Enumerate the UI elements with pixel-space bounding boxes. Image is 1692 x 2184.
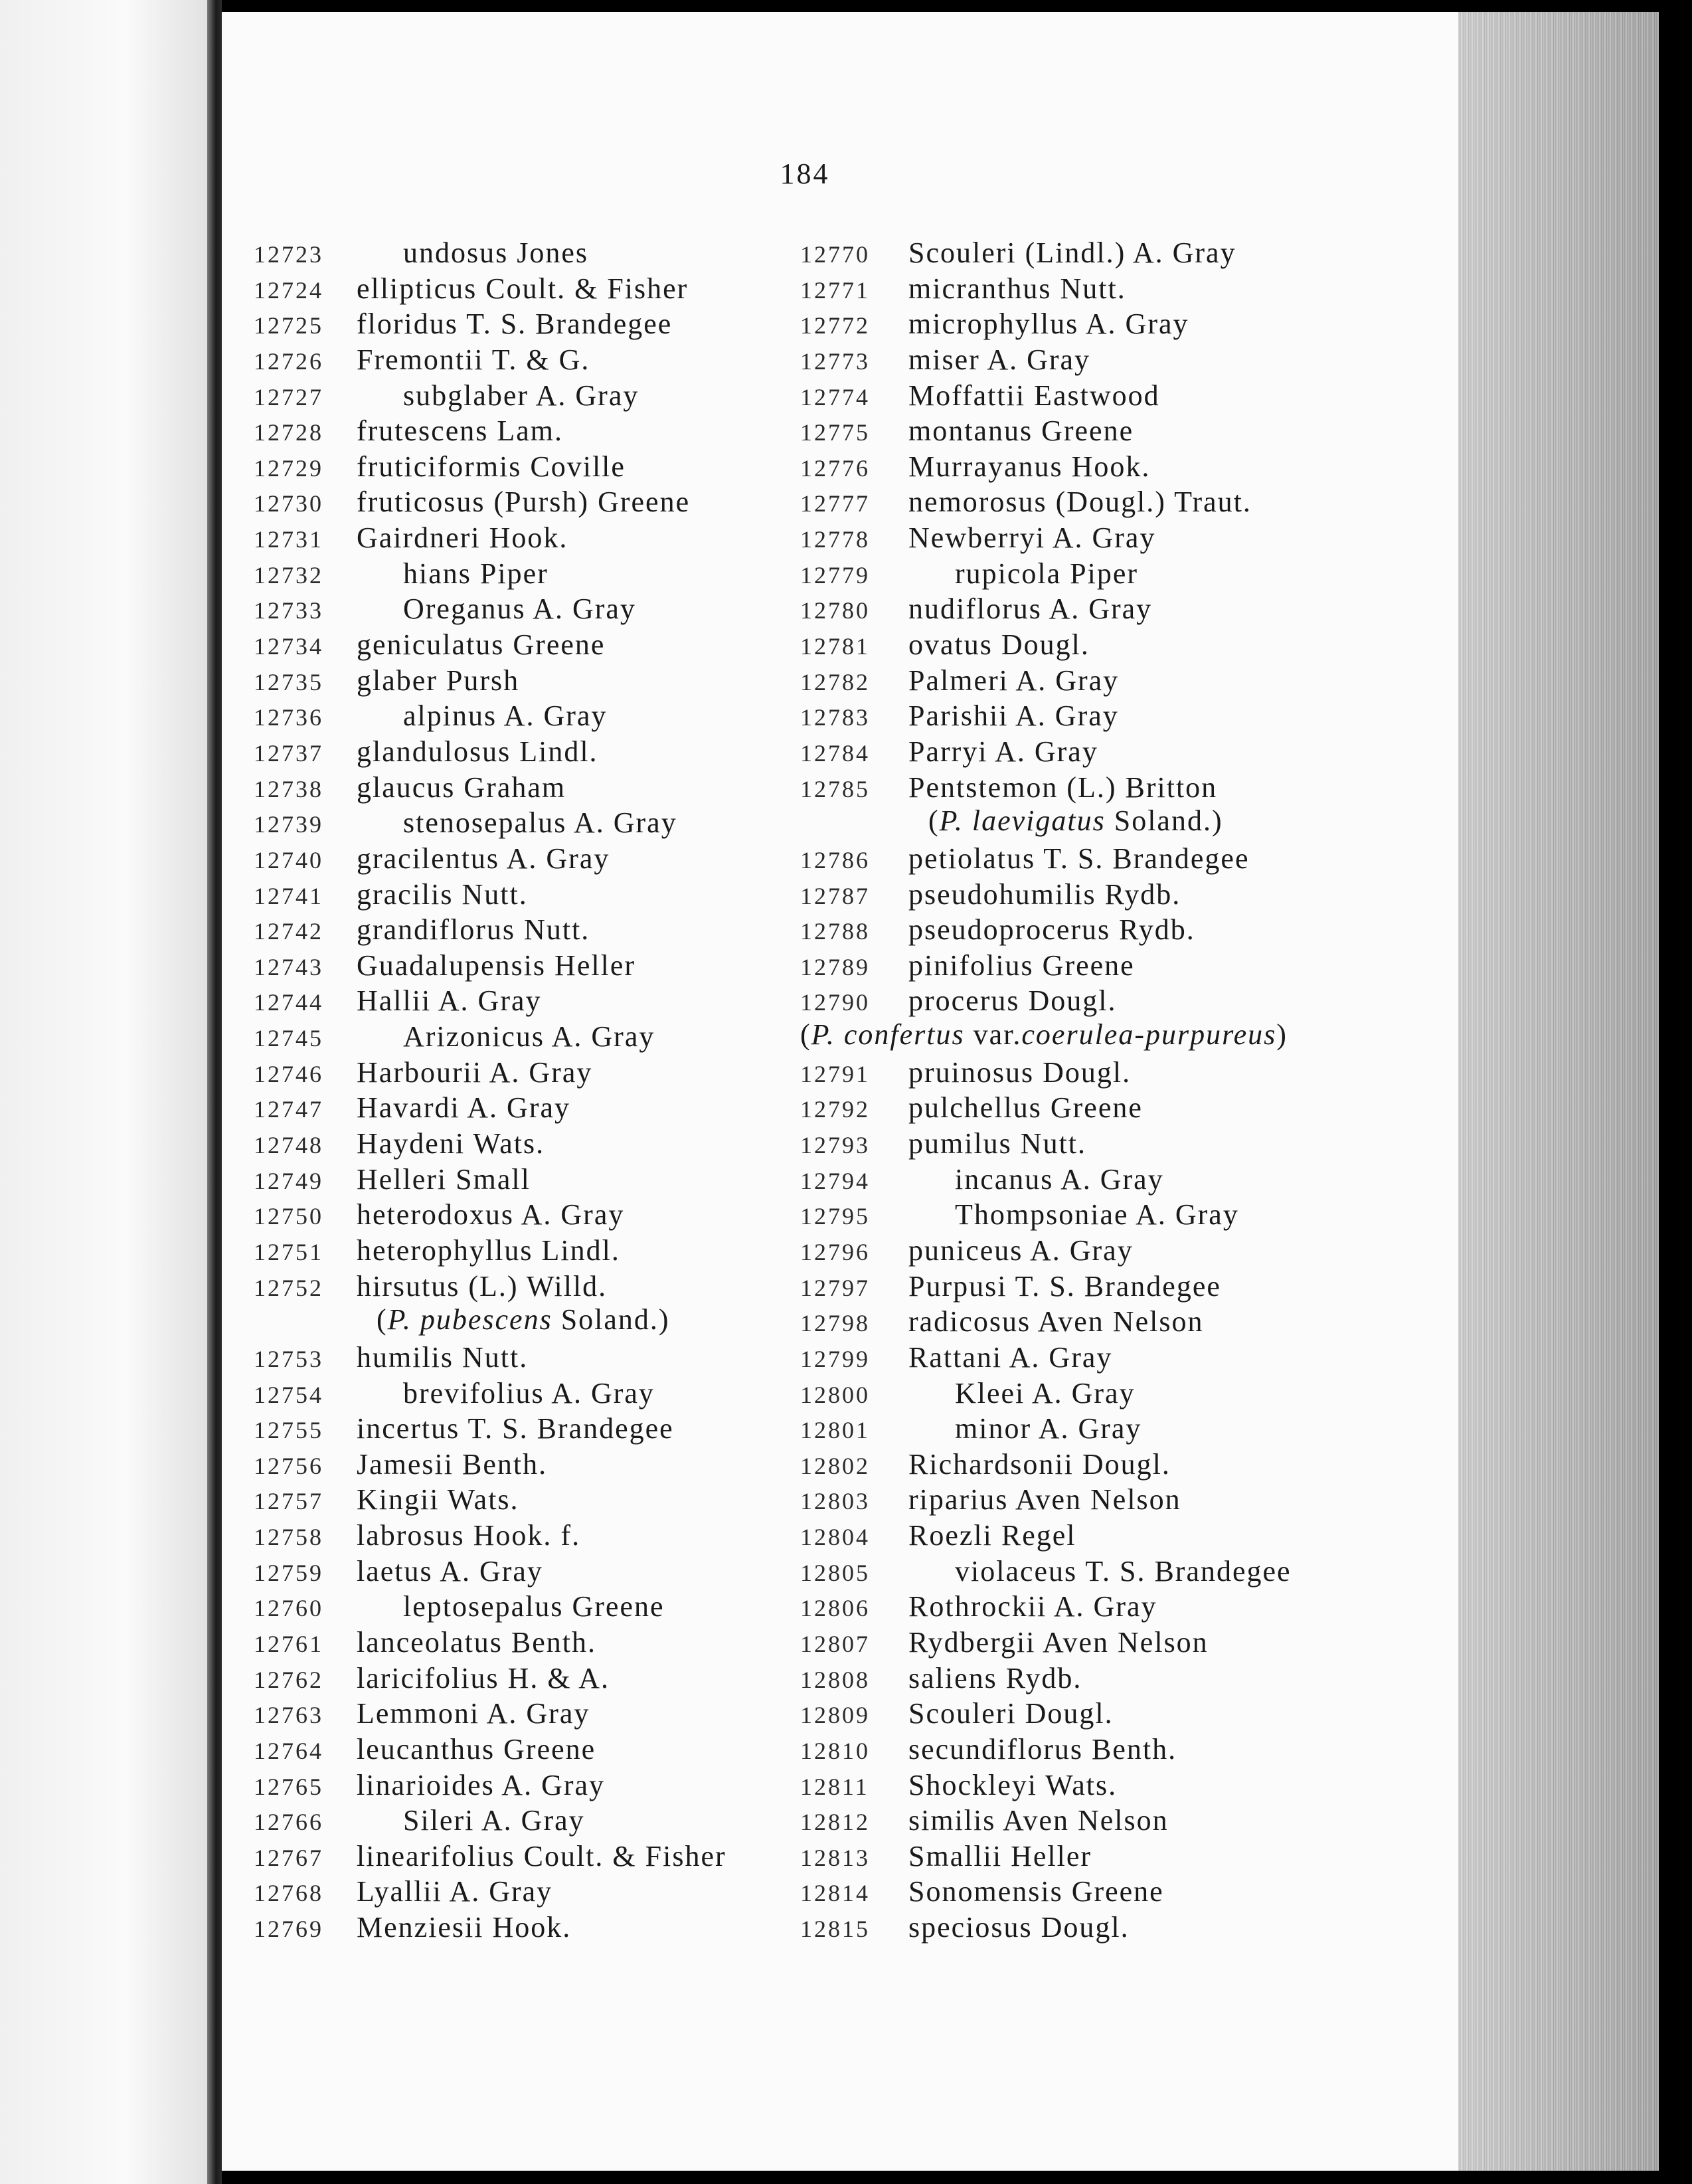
list-item bbox=[254, 341, 838, 377]
species-name: frutescens Lam. bbox=[357, 414, 563, 448]
entry-number: 12754 bbox=[254, 1381, 323, 1408]
list-item bbox=[254, 1018, 838, 1053]
list-item bbox=[800, 519, 1398, 555]
list-item bbox=[800, 1374, 1398, 1410]
species-name: alpinus A. Gray bbox=[403, 699, 608, 733]
species-name: pseudohumilis Rydb. bbox=[908, 877, 1181, 911]
list-item bbox=[254, 1837, 838, 1873]
list-item bbox=[254, 875, 838, 911]
list-item bbox=[800, 1623, 1398, 1659]
species-name: Pentstemon (L.) Britton bbox=[908, 771, 1218, 804]
entry-number: 12802 bbox=[800, 1452, 870, 1479]
entry-number: 12762 bbox=[254, 1666, 323, 1693]
species-name: Roezli Regel bbox=[908, 1519, 1076, 1552]
list-item bbox=[800, 1410, 1398, 1445]
entry-number: 12752 bbox=[254, 1274, 323, 1301]
entry-number: 12746 bbox=[254, 1060, 323, 1087]
list-item bbox=[254, 1160, 838, 1196]
list-item bbox=[254, 590, 838, 626]
species-name: linearifolius Coult. & Fisher bbox=[357, 1839, 726, 1872]
entry-number bbox=[254, 1322, 357, 1329]
species-name: glaber Pursh bbox=[357, 664, 520, 697]
entry-number: 12777 bbox=[800, 490, 870, 517]
species-name: Kleei A. Gray bbox=[955, 1376, 1136, 1410]
entry-number: 12785 bbox=[800, 775, 870, 802]
species-name: leucanthus Greene bbox=[357, 1732, 596, 1766]
entry-number: 12801 bbox=[800, 1417, 870, 1444]
list-item bbox=[254, 1374, 838, 1410]
species-name: incanus A. Gray bbox=[955, 1162, 1164, 1196]
species-name: Hallii A. Gray bbox=[357, 984, 542, 1018]
species-name: microphyllus A. Gray bbox=[908, 308, 1189, 341]
synonym-note: (P. laevigatus Soland.) bbox=[928, 804, 1223, 838]
list-item bbox=[254, 1089, 838, 1125]
species-name: grandiflorus Nutt. bbox=[357, 913, 590, 947]
species-name: Murrayanus Hook. bbox=[908, 450, 1151, 483]
list-item bbox=[800, 840, 1398, 875]
species-name: hians Piper bbox=[403, 557, 549, 590]
entry-number: 12740 bbox=[254, 846, 323, 873]
entry-number: 12811 bbox=[800, 1773, 869, 1800]
list-item bbox=[254, 697, 838, 733]
list-item bbox=[254, 1053, 838, 1089]
species-name: gracilentus A. Gray bbox=[357, 842, 610, 875]
entry-number: 12765 bbox=[254, 1773, 323, 1800]
species-name: procerus Dougl. bbox=[908, 984, 1117, 1018]
entry-number: 12815 bbox=[800, 1916, 870, 1943]
entry-number: 12792 bbox=[800, 1096, 870, 1123]
list-item bbox=[254, 519, 838, 555]
species-name: glaucus Graham bbox=[357, 771, 566, 804]
entry-number: 12808 bbox=[800, 1666, 870, 1693]
list-item bbox=[254, 1338, 838, 1374]
list-item bbox=[254, 769, 838, 804]
species-name: Lemmoni A. Gray bbox=[357, 1697, 590, 1730]
entry-number: 12813 bbox=[800, 1844, 870, 1871]
list-item bbox=[254, 1410, 838, 1445]
list-item bbox=[254, 1766, 838, 1802]
list-item bbox=[800, 1801, 1398, 1837]
entry-number: 12783 bbox=[800, 704, 870, 731]
list-item bbox=[800, 769, 1398, 804]
species-name: saliens Rydb. bbox=[908, 1661, 1082, 1694]
species-name: Parishii A. Gray bbox=[908, 699, 1119, 733]
species-name: petiolatus T. S. Brandegee bbox=[908, 842, 1250, 875]
species-name: micranthus Nutt. bbox=[908, 272, 1126, 305]
entry-number: 12743 bbox=[254, 953, 323, 980]
entry-number: 12806 bbox=[800, 1595, 870, 1622]
species-name: rupicola Piper bbox=[955, 557, 1139, 590]
species-name: Arizonicus A. Gray bbox=[403, 1020, 655, 1053]
entry-number: 12803 bbox=[800, 1488, 870, 1515]
species-name: heterophyllus Lindl. bbox=[357, 1233, 620, 1267]
entry-number: 12799 bbox=[800, 1345, 870, 1372]
species-name: Scouleri (Lindl.) A. Gray bbox=[908, 236, 1236, 269]
entry-number: 12733 bbox=[254, 597, 323, 624]
species-name: Shockleyi Wats. bbox=[908, 1768, 1118, 1801]
list-item bbox=[800, 1908, 1398, 1944]
list-item bbox=[800, 911, 1398, 947]
species-name: minor A. Gray bbox=[955, 1412, 1142, 1445]
entry-number: 12809 bbox=[800, 1702, 870, 1729]
entry-number: 12768 bbox=[254, 1880, 323, 1907]
entry-number: 12796 bbox=[800, 1238, 870, 1265]
entry-number: 12791 bbox=[800, 1060, 870, 1087]
list-item bbox=[800, 875, 1398, 911]
entry-number: 12778 bbox=[800, 526, 870, 553]
species-name: Richardsonii Dougl. bbox=[908, 1447, 1171, 1481]
species-name: subglaber A. Gray bbox=[403, 379, 639, 412]
entry-number: 12766 bbox=[254, 1809, 323, 1836]
species-name: leptosepalus Greene bbox=[403, 1590, 665, 1623]
species-name: Moffattii Eastwood bbox=[908, 379, 1160, 412]
list-item bbox=[800, 1196, 1398, 1231]
list-item bbox=[254, 1516, 838, 1552]
entry-number: 12732 bbox=[254, 561, 323, 589]
species-name: laetus A. Gray bbox=[357, 1554, 543, 1588]
entry-number: 12724 bbox=[254, 276, 323, 304]
list-item bbox=[800, 626, 1398, 662]
entry-number: 12797 bbox=[800, 1274, 870, 1301]
list-item bbox=[800, 733, 1398, 769]
entry-number: 12774 bbox=[800, 383, 870, 410]
species-name: violaceus T. S. Brandegee bbox=[955, 1554, 1292, 1588]
entry-number: 12730 bbox=[254, 490, 323, 517]
entry-number: 12734 bbox=[254, 633, 323, 660]
list-item bbox=[800, 1267, 1398, 1303]
species-name: pulchellus Greene bbox=[908, 1091, 1143, 1125]
species-name: Jamesii Benth. bbox=[357, 1447, 548, 1481]
entry-number: 12728 bbox=[254, 419, 323, 446]
list-item bbox=[254, 1694, 838, 1730]
entry-number: 12749 bbox=[254, 1167, 323, 1194]
list-item bbox=[254, 982, 838, 1018]
list-item bbox=[800, 947, 1398, 982]
list-item bbox=[800, 1231, 1398, 1267]
species-name: Menziesii Hook. bbox=[357, 1911, 572, 1944]
entry-number: 12807 bbox=[800, 1630, 870, 1657]
species-name: riparius Aven Nelson bbox=[908, 1483, 1181, 1516]
list-item bbox=[254, 1908, 838, 1944]
entry-number: 12753 bbox=[254, 1345, 323, 1372]
entry-number: 12775 bbox=[800, 419, 870, 446]
entry-number: 12729 bbox=[254, 454, 323, 482]
entry-number: 12771 bbox=[800, 276, 870, 304]
species-name: Harbourii A. Gray bbox=[357, 1055, 593, 1089]
list-item bbox=[254, 1623, 838, 1659]
list-item bbox=[254, 947, 838, 982]
species-name: linarioides A. Gray bbox=[357, 1768, 606, 1801]
entry-number: 12769 bbox=[254, 1916, 323, 1943]
list-item bbox=[254, 662, 838, 697]
entry-number: 12782 bbox=[800, 668, 870, 695]
page-edges bbox=[1458, 12, 1659, 2171]
species-name: Newberryi A. Gray bbox=[908, 521, 1156, 555]
species-name: Havardi A. Gray bbox=[357, 1091, 571, 1125]
list-item bbox=[254, 1196, 838, 1231]
list-item bbox=[800, 1837, 1398, 1873]
list-item bbox=[254, 1267, 838, 1303]
entry-number: 12800 bbox=[800, 1381, 870, 1408]
entry-number: 12747 bbox=[254, 1096, 323, 1123]
entry-number: 12788 bbox=[800, 918, 870, 945]
species-name: labrosus Hook. f. bbox=[357, 1519, 581, 1552]
list-item bbox=[800, 804, 1398, 840]
list-item bbox=[254, 483, 838, 519]
species-name: Haydeni Wats. bbox=[357, 1127, 545, 1160]
page-number: 184 bbox=[780, 157, 830, 190]
entry-number: 12786 bbox=[800, 846, 870, 873]
species-name: humilis Nutt. bbox=[357, 1340, 529, 1374]
entry-number: 12798 bbox=[800, 1310, 870, 1337]
entry-number: 12725 bbox=[254, 312, 323, 339]
entry-number: 12741 bbox=[254, 882, 323, 909]
entry-number: 12773 bbox=[800, 347, 870, 375]
species-name: Guadalupensis Heller bbox=[357, 949, 635, 982]
entry-number: 12757 bbox=[254, 1488, 323, 1515]
entry-number: 12790 bbox=[800, 989, 870, 1016]
list-item bbox=[254, 1481, 838, 1516]
entry-number: 12742 bbox=[254, 918, 323, 945]
entry-number: 12784 bbox=[800, 739, 870, 767]
species-name: stenosepalus A. Gray bbox=[403, 806, 677, 840]
species-name: Lyallii A. Gray bbox=[357, 1875, 553, 1908]
entry-number: 12750 bbox=[254, 1203, 323, 1230]
species-name: Sileri A. Gray bbox=[403, 1804, 585, 1837]
list-item bbox=[800, 270, 1398, 306]
list-item bbox=[800, 1552, 1398, 1588]
entry-number: 12793 bbox=[800, 1132, 870, 1159]
species-name: hirsutus (L.) Willd. bbox=[357, 1269, 608, 1303]
list-item bbox=[800, 662, 1398, 697]
right-column bbox=[800, 234, 1398, 1944]
entry-number: 12764 bbox=[254, 1737, 323, 1764]
species-name: incertus T. S. Brandegee bbox=[357, 1412, 674, 1445]
book-gutter bbox=[207, 0, 222, 2184]
species-name: secundiflorus Benth. bbox=[908, 1732, 1177, 1766]
list-item bbox=[800, 1445, 1398, 1481]
species-name: Palmeri A. Gray bbox=[908, 664, 1120, 697]
list-item bbox=[800, 234, 1398, 270]
entry-number: 12745 bbox=[254, 1025, 323, 1052]
list-item bbox=[800, 377, 1398, 412]
species-name: glandulosus Lindl. bbox=[357, 735, 598, 768]
list-item bbox=[254, 1659, 838, 1695]
list-item bbox=[800, 1125, 1398, 1160]
list-item bbox=[800, 1588, 1398, 1623]
entry-number: 12737 bbox=[254, 739, 323, 767]
list-item bbox=[800, 982, 1398, 1018]
species-name: Oreganus A. Gray bbox=[403, 592, 636, 626]
species-name: Smallii Heller bbox=[908, 1839, 1092, 1872]
entry-number: 12744 bbox=[254, 989, 323, 1016]
species-name: geniculatus Greene bbox=[357, 628, 606, 662]
entry-number: 12795 bbox=[800, 1203, 870, 1230]
species-name: fruticiformis Coville bbox=[357, 450, 626, 483]
species-name: Parryi A. Gray bbox=[908, 735, 1098, 768]
species-name: speciosus Dougl. bbox=[908, 1911, 1130, 1944]
species-name: Rattani A. Gray bbox=[908, 1340, 1113, 1374]
species-name: radicosus Aven Nelson bbox=[908, 1305, 1204, 1338]
species-name: Scouleri Dougl. bbox=[908, 1697, 1114, 1730]
species-name: ovatus Dougl. bbox=[908, 628, 1090, 662]
entry-number: 12804 bbox=[800, 1524, 870, 1551]
entry-number: 12810 bbox=[800, 1737, 870, 1764]
entry-number: 12787 bbox=[800, 882, 870, 909]
species-name: gracilis Nutt. bbox=[357, 877, 528, 911]
entry-number: 12736 bbox=[254, 704, 323, 731]
list-item bbox=[254, 1125, 838, 1160]
entry-number: 12727 bbox=[254, 383, 323, 410]
entry-number: 12748 bbox=[254, 1132, 323, 1159]
synonym-note: (P. confertus var.coerulea-purpureus) bbox=[800, 1018, 1288, 1051]
list-item bbox=[254, 377, 838, 412]
species-name: Rothrockii A. Gray bbox=[908, 1590, 1157, 1623]
entry-number: 12726 bbox=[254, 347, 323, 375]
list-item bbox=[800, 590, 1398, 626]
list-item bbox=[800, 483, 1398, 519]
list-item bbox=[254, 1801, 838, 1837]
entry-number: 12731 bbox=[254, 526, 323, 553]
species-name: pseudoprocerus Rydb. bbox=[908, 913, 1195, 947]
species-name: montanus Greene bbox=[908, 414, 1134, 448]
species-name: brevifolius A. Gray bbox=[403, 1376, 655, 1410]
entry-number: 12814 bbox=[800, 1880, 870, 1907]
species-name: pumilus Nutt. bbox=[908, 1127, 1087, 1160]
species-name: pinifolius Greene bbox=[908, 949, 1135, 982]
entry-number: 12735 bbox=[254, 668, 323, 695]
list-item bbox=[800, 448, 1398, 484]
list-item bbox=[254, 1730, 838, 1766]
list-item bbox=[800, 555, 1398, 591]
list-item bbox=[800, 1872, 1398, 1908]
list-item bbox=[254, 1588, 838, 1623]
list-item bbox=[254, 804, 838, 840]
entry-number: 12723 bbox=[254, 241, 323, 268]
list-item bbox=[800, 1516, 1398, 1552]
left-column bbox=[254, 234, 838, 1944]
entry-number: 12767 bbox=[254, 1844, 323, 1871]
entry-number: 12760 bbox=[254, 1595, 323, 1622]
entry-number: 12794 bbox=[800, 1167, 870, 1194]
list-item bbox=[254, 305, 838, 341]
list-item bbox=[800, 1694, 1398, 1730]
species-name: fruticosus (Pursh) Greene bbox=[357, 486, 691, 519]
entry-number: 12763 bbox=[254, 1702, 323, 1729]
list-item bbox=[800, 1018, 1398, 1053]
list-item bbox=[254, 234, 838, 270]
entry-number: 12781 bbox=[800, 633, 870, 660]
list-item bbox=[800, 1659, 1398, 1695]
entry-number bbox=[800, 824, 908, 830]
entry-number: 12812 bbox=[800, 1809, 870, 1836]
list-item bbox=[254, 448, 838, 484]
list-item bbox=[254, 412, 838, 448]
species-name: Sonomensis Greene bbox=[908, 1875, 1164, 1908]
entry-number: 12756 bbox=[254, 1452, 323, 1479]
list-item bbox=[254, 1445, 838, 1481]
species-name: similis Aven Nelson bbox=[908, 1804, 1169, 1837]
species-name: lanceolatus Benth. bbox=[357, 1625, 597, 1659]
list-item bbox=[254, 1303, 838, 1338]
entry-number: 12772 bbox=[800, 312, 870, 339]
species-name: ellipticus Coult. & Fisher bbox=[357, 272, 689, 305]
species-name: Thompsoniae A. Gray bbox=[955, 1198, 1239, 1231]
list-item bbox=[254, 1552, 838, 1588]
list-item bbox=[254, 840, 838, 875]
list-item bbox=[254, 270, 838, 306]
species-name: nemorosus (Dougl.) Traut. bbox=[908, 486, 1252, 519]
entry-number: 12770 bbox=[800, 241, 870, 268]
synonym-note: (P. pubescens Soland.) bbox=[377, 1303, 670, 1336]
entry-number: 12751 bbox=[254, 1238, 323, 1265]
entry-number: 12789 bbox=[800, 953, 870, 980]
species-name: pruinosus Dougl. bbox=[908, 1055, 1132, 1089]
list-item bbox=[800, 1053, 1398, 1089]
list-item bbox=[800, 1481, 1398, 1516]
entry-number: 12761 bbox=[254, 1630, 323, 1657]
entry-number: 12755 bbox=[254, 1417, 323, 1444]
species-name: Helleri Small bbox=[357, 1162, 531, 1196]
list-item bbox=[800, 1338, 1398, 1374]
entry-number: 12805 bbox=[800, 1559, 870, 1586]
entry-number: 12776 bbox=[800, 454, 870, 482]
entry-number: 12780 bbox=[800, 597, 870, 624]
species-name: heterodoxus A. Gray bbox=[357, 1198, 625, 1231]
species-name: Fremontii T. & G. bbox=[357, 343, 590, 376]
entry-number: 12738 bbox=[254, 775, 323, 802]
list-item bbox=[254, 733, 838, 769]
list-item bbox=[800, 1160, 1398, 1196]
species-name: Rydbergii Aven Nelson bbox=[908, 1625, 1209, 1659]
species-name: miser A. Gray bbox=[908, 343, 1091, 376]
list-item bbox=[800, 1089, 1398, 1125]
list-item bbox=[800, 1303, 1398, 1338]
species-name: undosus Jones bbox=[403, 236, 589, 269]
species-name: Purpusi T. S. Brandegee bbox=[908, 1269, 1221, 1303]
entry-number: 12758 bbox=[254, 1524, 323, 1551]
list-item bbox=[800, 697, 1398, 733]
list-item bbox=[254, 555, 838, 591]
list-item bbox=[800, 412, 1398, 448]
list-item bbox=[800, 1730, 1398, 1766]
species-name: floridus T. S. Brandegee bbox=[357, 308, 673, 341]
species-name: Kingii Wats. bbox=[357, 1483, 519, 1516]
list-item bbox=[254, 911, 838, 947]
species-name: puniceus A. Gray bbox=[908, 1233, 1134, 1267]
list-item bbox=[800, 305, 1398, 341]
entry-number: 12759 bbox=[254, 1559, 323, 1586]
facing-page bbox=[0, 0, 207, 2184]
species-name: laricifolius H. & A. bbox=[357, 1661, 610, 1694]
list-item bbox=[800, 1766, 1398, 1802]
species-name: Gairdneri Hook. bbox=[357, 521, 568, 555]
entry-number: 12739 bbox=[254, 811, 323, 838]
entry-number: 12779 bbox=[800, 561, 870, 589]
species-name: nudiflorus A. Gray bbox=[908, 592, 1153, 626]
list-item bbox=[254, 1231, 838, 1267]
list-item bbox=[254, 626, 838, 662]
list-item bbox=[800, 341, 1398, 377]
list-item bbox=[254, 1872, 838, 1908]
